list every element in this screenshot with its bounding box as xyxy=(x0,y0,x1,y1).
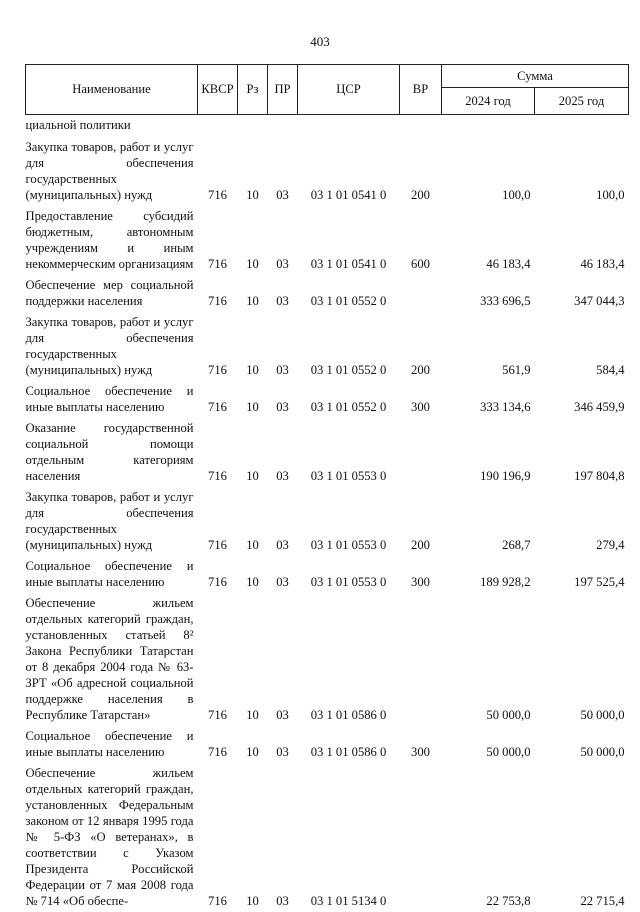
cell-csr: 03 1 01 0552 0 xyxy=(298,312,400,381)
table-row xyxy=(26,312,629,381)
cell-rz: 10 xyxy=(238,763,268,912)
table-row xyxy=(26,206,629,275)
header-year-2024: 2024 год xyxy=(442,88,535,115)
header-year-2025: 2025 год xyxy=(535,88,629,115)
cell-vr: 600 xyxy=(400,206,442,275)
cell-sum-2024: 190 196,9 xyxy=(442,418,535,487)
cell-pr: 03 xyxy=(268,275,298,312)
header-kvsr: КВСР xyxy=(198,65,238,115)
cell-vr xyxy=(400,418,442,487)
cell-vr: 300 xyxy=(400,726,442,763)
table-row xyxy=(26,556,629,593)
cell-sum-2024: 189 928,2 xyxy=(442,556,535,593)
cell-kvsr: 716 xyxy=(198,137,238,206)
cell-vr: 200 xyxy=(400,312,442,381)
cell-sum-2024: 22 753,8 xyxy=(442,763,535,912)
cell-kvsr: 716 xyxy=(198,206,238,275)
cell-vr xyxy=(400,763,442,912)
cell-kvsr: 716 xyxy=(198,381,238,418)
cell-rz: 10 xyxy=(238,206,268,275)
cell-csr: 03 1 01 5134 0 xyxy=(298,763,400,912)
cell-pr: 03 xyxy=(268,312,298,381)
cell-pr: 03 xyxy=(268,137,298,206)
cell-sum-2024: 333 134,6 xyxy=(442,381,535,418)
cell-sum-2025: 279,4 xyxy=(535,487,629,556)
cell-name: Социальное обеспечение и иные выплаты населению xyxy=(26,726,198,763)
cell-rz: 10 xyxy=(238,312,268,381)
cell-name: Закупка товаров, работ и услуг для обеспечения государственных (муниципальных) нужд xyxy=(26,137,198,206)
cell-kvsr: 716 xyxy=(198,556,238,593)
cell-sum-2025: 197 804,8 xyxy=(535,418,629,487)
cell-pr: 03 xyxy=(268,763,298,912)
cell-kvsr: 716 xyxy=(198,275,238,312)
table-row xyxy=(26,593,629,726)
cell-rz: 10 xyxy=(238,381,268,418)
cell-sum-2025: 346 459,9 xyxy=(535,381,629,418)
cell-vr xyxy=(400,593,442,726)
cell-rz: 10 xyxy=(238,593,268,726)
cell-sum-2025: 584,4 xyxy=(535,312,629,381)
cell-vr: 200 xyxy=(400,487,442,556)
cell-name: Оказание государственной социальной помощи отдельным категориям населения xyxy=(26,418,198,487)
header-name: Наименование xyxy=(26,65,198,115)
cell-vr: 300 xyxy=(400,556,442,593)
cell-kvsr: 716 xyxy=(198,763,238,912)
cell-csr: 03 1 01 0553 0 xyxy=(298,556,400,593)
continuation-text: циальной политики xyxy=(26,115,629,138)
cell-pr: 03 xyxy=(268,487,298,556)
table-row xyxy=(26,726,629,763)
header-vr: ВР xyxy=(400,65,442,115)
cell-sum-2025: 100,0 xyxy=(535,137,629,206)
cell-csr: 03 1 01 0553 0 xyxy=(298,487,400,556)
cell-name: Обеспечение мер социальной поддержки населения xyxy=(26,275,198,312)
cell-name: Обеспечение жильем отдельных категорий граждан, установленных статьей 8² Закона Республики Татарстан от 8 декабря 2004 года № 63-ЗРТ «Об адресной социальной поддержке населения в Республике Татарстан» xyxy=(26,593,198,726)
cell-name: Предоставление субсидий бюджетным, автономным учреждениям и иным некоммерческим организациям xyxy=(26,206,198,275)
cell-sum-2025: 197 525,4 xyxy=(535,556,629,593)
cell-csr: 03 1 01 0586 0 xyxy=(298,593,400,726)
cell-sum-2025: 22 715,4 xyxy=(535,763,629,912)
cell-csr: 03 1 01 0552 0 xyxy=(298,275,400,312)
cell-sum-2024: 561,9 xyxy=(442,312,535,381)
cell-pr: 03 xyxy=(268,593,298,726)
table-row xyxy=(26,137,629,206)
cell-pr: 03 xyxy=(268,556,298,593)
cell-vr: 300 xyxy=(400,381,442,418)
cell-csr: 03 1 01 0586 0 xyxy=(298,726,400,763)
cell-name: Социальное обеспечение и иные выплаты населению xyxy=(26,381,198,418)
table-row xyxy=(26,487,629,556)
cell-rz: 10 xyxy=(238,556,268,593)
cell-sum-2024: 268,7 xyxy=(442,487,535,556)
table-body xyxy=(26,115,629,912)
cell-csr: 03 1 01 0541 0 xyxy=(298,137,400,206)
cell-sum-2025: 46 183,4 xyxy=(535,206,629,275)
table-row xyxy=(26,381,629,418)
cell-rz: 10 xyxy=(238,137,268,206)
cell-rz: 10 xyxy=(238,487,268,556)
header-sum: Сумма xyxy=(442,65,629,88)
cell-rz: 10 xyxy=(238,418,268,487)
cell-kvsr: 716 xyxy=(198,312,238,381)
cell-pr: 03 xyxy=(268,726,298,763)
cell-sum-2025: 50 000,0 xyxy=(535,593,629,726)
cell-sum-2025: 347 044,3 xyxy=(535,275,629,312)
header-rz: Рз xyxy=(238,65,268,115)
page-number: 403 xyxy=(0,34,640,50)
cell-name: Закупка товаров, работ и услуг для обеспечения государственных (муниципальных) нужд xyxy=(26,487,198,556)
continuation-row xyxy=(26,115,629,138)
table-row xyxy=(26,275,629,312)
cell-csr: 03 1 01 0552 0 xyxy=(298,381,400,418)
cell-kvsr: 716 xyxy=(198,593,238,726)
table-header xyxy=(26,65,629,115)
cell-kvsr: 716 xyxy=(198,418,238,487)
cell-sum-2024: 100,0 xyxy=(442,137,535,206)
cell-kvsr: 716 xyxy=(198,487,238,556)
cell-name: Обеспечение жильем отдельных категорий граждан, установленных Федеральным законом от 12 января 1995 года № 5-ФЗ «О ветеранах», в соответствии с Указом Президента Российской Федерации от 7 мая 2008 года № 714 «Об обеспе- xyxy=(26,763,198,912)
table-row xyxy=(26,418,629,487)
cell-rz: 10 xyxy=(238,275,268,312)
budget-table xyxy=(25,64,629,912)
cell-rz: 10 xyxy=(238,726,268,763)
cell-kvsr: 716 xyxy=(198,726,238,763)
cell-sum-2024: 50 000,0 xyxy=(442,726,535,763)
cell-pr: 03 xyxy=(268,381,298,418)
cell-vr: 200 xyxy=(400,137,442,206)
cell-name: Социальное обеспечение и иные выплаты населению xyxy=(26,556,198,593)
cell-vr xyxy=(400,275,442,312)
header-csr: ЦСР xyxy=(298,65,400,115)
header-pr: ПР xyxy=(268,65,298,115)
cell-sum-2024: 50 000,0 xyxy=(442,593,535,726)
cell-sum-2024: 46 183,4 xyxy=(442,206,535,275)
cell-pr: 03 xyxy=(268,418,298,487)
cell-csr: 03 1 01 0541 0 xyxy=(298,206,400,275)
cell-sum-2024: 333 696,5 xyxy=(442,275,535,312)
cell-name: Закупка товаров, работ и услуг для обеспечения государственных (муниципальных) нужд xyxy=(26,312,198,381)
cell-pr: 03 xyxy=(268,206,298,275)
table-row xyxy=(26,763,629,912)
cell-sum-2025: 50 000,0 xyxy=(535,726,629,763)
cell-csr: 03 1 01 0553 0 xyxy=(298,418,400,487)
